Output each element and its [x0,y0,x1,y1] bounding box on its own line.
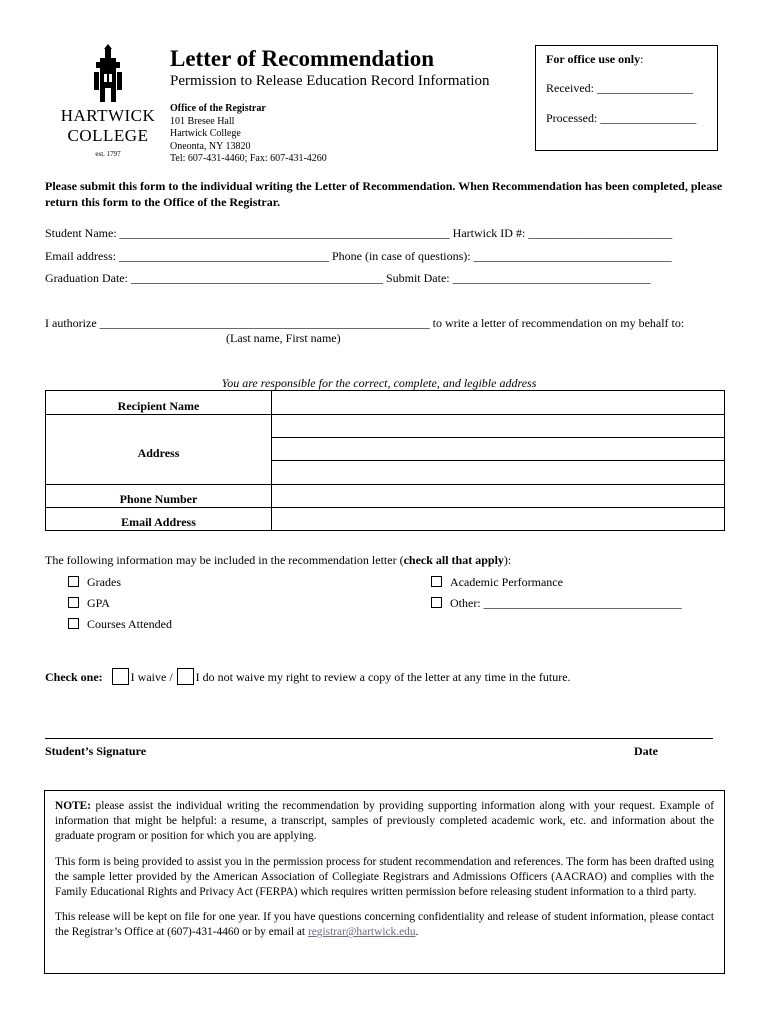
registrar-heading: Office of the Registrar [170,103,266,114]
option-other[interactable] [431,596,682,611]
address-note: You are responsible for the correct, complete, and legible address [221,376,537,390]
option-courses[interactable] [68,617,172,632]
include-intro-end: ): [503,553,512,567]
waive-checkbox[interactable] [112,668,129,685]
courses-checkbox[interactable] [68,618,79,629]
option-label: Other: _________________________________ [450,596,682,610]
option-academic[interactable] [431,575,563,590]
recipient-name-input[interactable] [272,391,724,414]
waiver-label: Check one: [45,670,103,684]
other-checkbox[interactable] [431,597,442,608]
option-gpa[interactable] [68,596,110,611]
instructions: Please submit this form to the individual writing the Letter of Recommendation. When Recommendation has been completed, please return this form to the Office of the Registrar. [45,179,723,209]
gpa-checkbox[interactable] [68,597,79,608]
option-label: GPA [87,596,110,610]
signature-line[interactable] [45,738,713,739]
received-field[interactable]: Received: ________________ [546,81,693,95]
no-waive-label: I do not waive my right to review a copy of the letter at any time in the future. [195,670,571,684]
registrar-line: Oneonta, NY 13820 [170,140,251,152]
processed-field[interactable]: Processed: ________________ [546,111,697,125]
option-grades[interactable] [68,575,121,590]
email-field[interactable]: Email address: ___________________________________ Phone (in case of questions): _________________________________ [45,249,672,263]
authorize-field[interactable]: I authorize _______________________________________________________ to write a letter of recommendation on my behalf to: [45,316,685,330]
authorize-hint: (Last name, First name) [226,331,341,345]
student-name-field[interactable]: Student Name: _______________________________________________________ Hartwick ID #: ________________________ [45,226,673,240]
grades-checkbox[interactable] [68,576,79,587]
recipient-table [45,390,725,531]
note-paragraph-2: This form is being provided to assist you in the permission process for student recommendation and references. The form has been drafted using the sample letter provided by the American Association of Collegiate Registrars and Admissions Officers (AACRAO) and complies with the Family Educational Rights and Privacy Act (FERPA) which requires written permission before releasing student information to a third party. [55,855,714,899]
include-intro [45,553,511,568]
logo-line2: COLLEGE [67,126,149,145]
address-input[interactable] [272,415,724,484]
office-use-colon: : [640,52,644,66]
page-title: Letter of Recommendation [170,46,435,71]
waive-label: I waive / [130,670,173,684]
option-label: Academic Performance [450,575,563,589]
signature-label: Student’s Signature [45,744,147,758]
date-label: Date [634,744,658,758]
logo-est: est. 1797 [95,150,121,158]
waiver-row [45,668,571,685]
page-subtitle: Permission to Release Education Record Information [170,73,490,89]
registrar-line: Hartwick College [170,128,241,139]
phone-number-label: Phone Number [119,492,198,506]
option-label: Courses Attended [87,617,172,631]
address-label: Address [137,446,180,460]
include-intro-bold: check all that apply [403,553,504,567]
graduation-date-field[interactable]: Graduation Date: __________________________________________ Submit Date: _________________________________ [45,271,651,285]
note-box [44,790,725,974]
note-text-end: . [415,926,419,939]
note-paragraph-3 [55,910,714,940]
option-label: Grades [87,575,121,589]
registrar-email-link[interactable]: registrar@hartwick.edu [307,926,416,939]
email-address-label: Email Address [121,515,196,529]
academic-checkbox[interactable] [431,576,442,587]
logo-line1: HARTWICK [60,106,156,125]
note-paragraph-1 [55,799,714,845]
office-use-title: For office use only [546,52,641,66]
college-logo [60,44,156,158]
registrar-line: Tel: 607-431-4460; Fax: 607-431-4260 [170,153,327,164]
office-use-box [535,45,718,151]
email-address-input[interactable] [272,508,724,531]
recipient-name-label: Recipient Name [117,399,200,413]
no-waive-checkbox[interactable] [177,668,194,685]
include-intro-text: The following information may be included in the recommendation letter ( [45,553,404,567]
registrar-line: 101 Bresee Hall [170,115,235,127]
tower-icon [88,44,128,102]
phone-number-input[interactable] [272,485,724,507]
note-bold: NOTE: [55,800,92,812]
note-text: please assist the individual writing the recommendation by providing supporting information along with your request. Example of information that might be helpful: a resume, a transcript, samples of previously completed academic work, etc. and information about the graduate program or position for which you are applying. [55,800,714,843]
note-text: This release will be kept on file for one year. If you have questions concerning confidentiality and release of student information, please contact the Registrar’s Office at (607)-431-4460 or by email at [55,911,714,939]
registrar-address [170,103,327,166]
